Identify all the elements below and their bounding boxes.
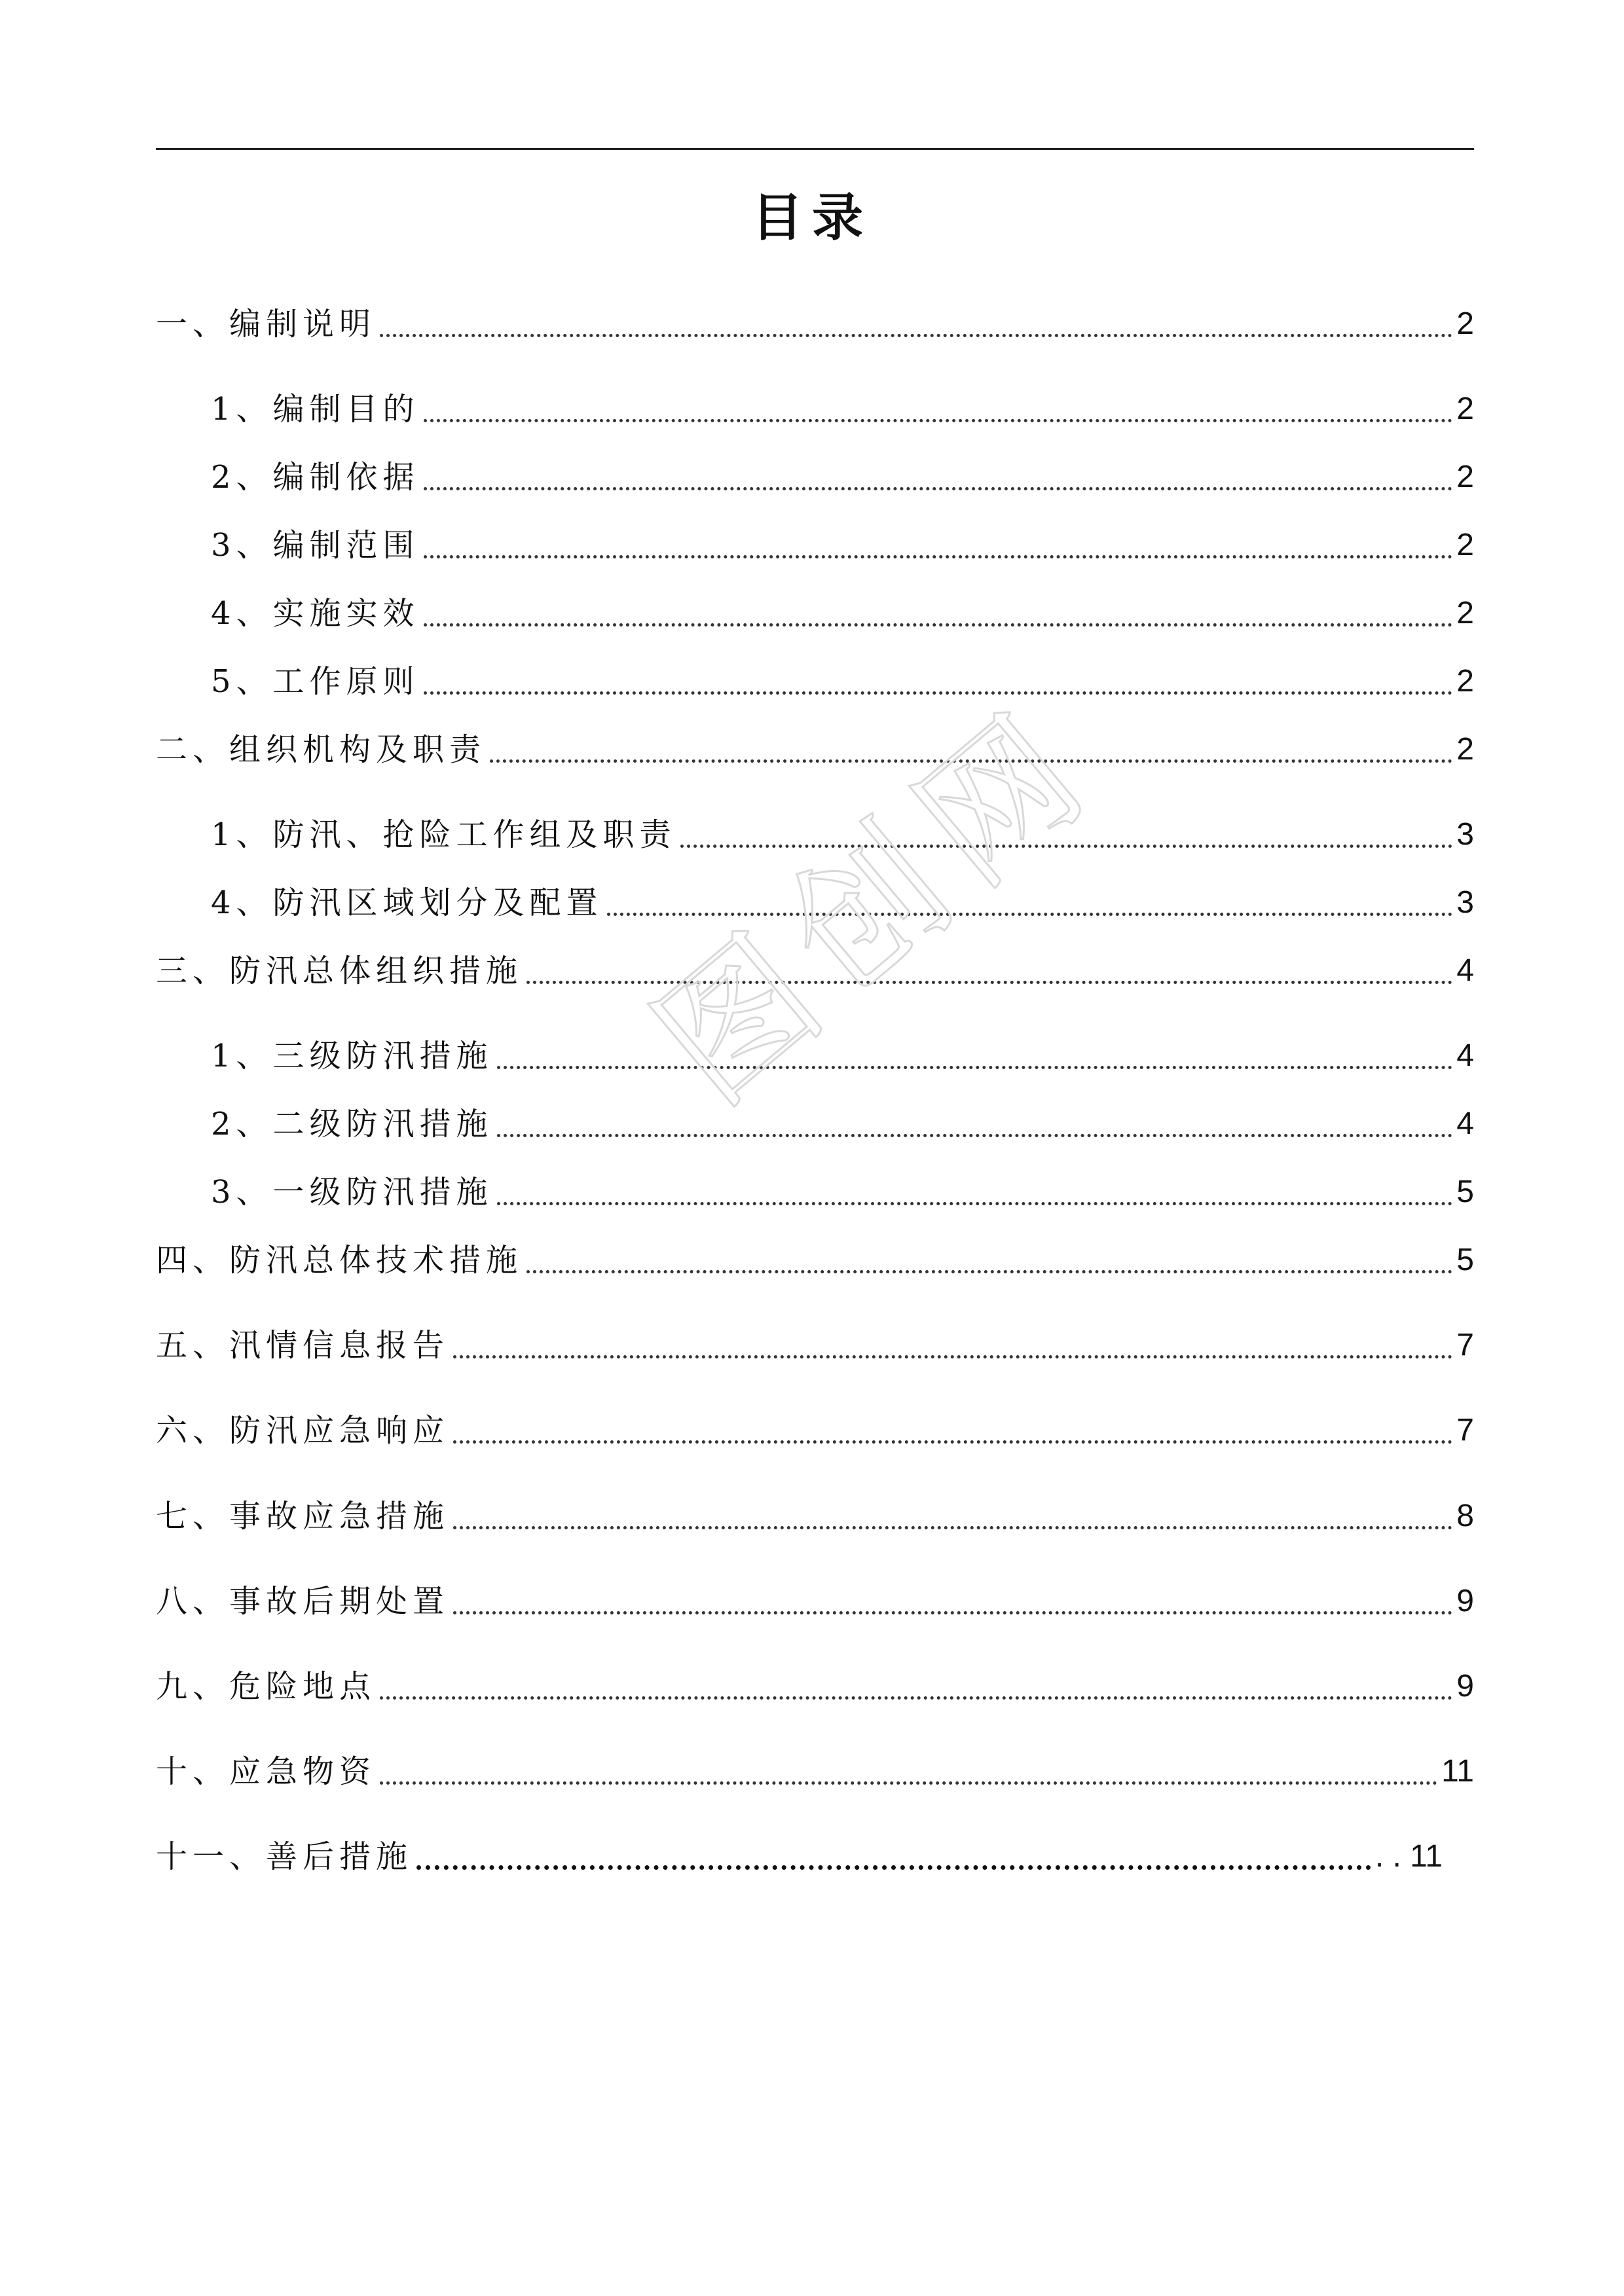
toc-entry-label: 二、组织机构及职责 xyxy=(156,731,487,768)
toc-entry[interactable] xyxy=(211,386,1474,432)
toc-entry[interactable] xyxy=(211,659,1474,704)
leader-dots xyxy=(497,1066,1453,1069)
toc-entry[interactable] xyxy=(211,1101,1474,1147)
toc-entry[interactable] xyxy=(156,1578,1474,1624)
leader-dots xyxy=(424,555,1453,558)
toc-entry-page: 2 xyxy=(1456,306,1474,341)
leader-dots xyxy=(424,419,1453,422)
toc-entry[interactable] xyxy=(156,1664,1474,1709)
leader-dots xyxy=(380,1781,1437,1785)
leader-dots xyxy=(497,1202,1453,1205)
toc-entry-page: 3 xyxy=(1456,817,1474,852)
toc-entry-label: 七、事故应急措施 xyxy=(156,1498,450,1535)
toc-entry-label: 八、事故后期处置 xyxy=(156,1583,450,1620)
toc-entry[interactable] xyxy=(156,1322,1474,1368)
toc-entry-page: . . 11 xyxy=(1375,1839,1443,1874)
toc-entry[interactable] xyxy=(156,301,1474,347)
toc-entry[interactable] xyxy=(156,1408,1474,1453)
toc-entry-label: 九、危险地点 xyxy=(156,1668,377,1705)
toc-entry-label: 4、防汛区域划分及配置 xyxy=(211,884,603,921)
toc-entry-label: 2、二级防汛措施 xyxy=(211,1106,493,1142)
toc-entry-page: 3 xyxy=(1456,885,1474,920)
toc-entry-label: 5、工作原则 xyxy=(211,663,420,700)
toc-entry[interactable] xyxy=(211,591,1474,636)
toc-entry-label: 2、编制依据 xyxy=(211,459,420,496)
toc-entry[interactable] xyxy=(211,454,1474,500)
toc-entry-page: 9 xyxy=(1456,1669,1474,1704)
toc-entry-page: 11 xyxy=(1441,1754,1474,1789)
leader-dots xyxy=(497,1134,1453,1137)
leader-dots xyxy=(380,334,1452,337)
toc-entry[interactable] xyxy=(156,1237,1474,1283)
leader-dots xyxy=(424,487,1453,490)
toc-entry[interactable] xyxy=(211,522,1474,568)
toc-entry-page: 7 xyxy=(1456,1328,1474,1362)
leader-dots xyxy=(380,1696,1452,1700)
toc-entry-page: 4 xyxy=(1456,953,1474,988)
toc-entry-page: 2 xyxy=(1456,460,1474,494)
leader-dots xyxy=(416,1865,1371,1870)
toc-entry-label: 3、编制范围 xyxy=(211,527,420,564)
toc-entry-label: 1、三级防汛措施 xyxy=(211,1038,493,1074)
toc-entry-page: 2 xyxy=(1456,732,1474,767)
toc-entry-label: 五、汛情信息报告 xyxy=(156,1327,450,1364)
toc-entry-page: 2 xyxy=(1456,528,1474,562)
toc-entry[interactable] xyxy=(156,727,1474,773)
toc-title: 目录 xyxy=(751,189,872,247)
toc-entry-label: 六、防汛应急响应 xyxy=(156,1412,450,1449)
toc-entry-page: 5 xyxy=(1456,1175,1474,1209)
toc-entry-page: 2 xyxy=(1456,664,1474,699)
toc-entry-label: 3、一级防汛措施 xyxy=(211,1174,493,1211)
toc-entry-label: 1、防汛、抢险工作组及职责 xyxy=(211,816,676,853)
toc-entry-page: 9 xyxy=(1456,1584,1474,1618)
toc-entry-label: 1、编制目的 xyxy=(211,391,420,428)
leader-dots xyxy=(424,623,1453,627)
leader-dots xyxy=(453,1440,1452,1444)
toc-entry-label: 十、应急物资 xyxy=(156,1753,377,1790)
leader-dots xyxy=(453,1355,1452,1358)
toc-entry-page: 2 xyxy=(1456,596,1474,630)
toc-entry-label: 4、实施实效 xyxy=(211,595,420,632)
toc-entry-label: 三、防汛总体组织措施 xyxy=(156,953,523,989)
leader-dots xyxy=(526,1270,1452,1273)
toc-entry-page: 5 xyxy=(1456,1243,1474,1277)
toc-entry[interactable] xyxy=(211,1169,1474,1215)
toc-entry[interactable] xyxy=(156,1493,1474,1539)
toc-entry-label: 四、防汛总体技术措施 xyxy=(156,1242,523,1279)
toc-entry-page: 8 xyxy=(1456,1499,1474,1533)
watermark-text: 图创网 xyxy=(625,674,1129,1137)
toc-entry-label: 一、编制说明 xyxy=(156,306,377,342)
toc-entry-page: 2 xyxy=(1456,392,1474,426)
toc-entry-label: 十一、善后措施 xyxy=(156,1838,413,1875)
toc-entry[interactable] xyxy=(156,1834,1443,1880)
toc-entry-page: 4 xyxy=(1456,1038,1474,1073)
toc-entry[interactable] xyxy=(156,1749,1474,1795)
toc-entry-page: 7 xyxy=(1456,1413,1474,1448)
toc-entry-page: 4 xyxy=(1456,1106,1474,1141)
leader-dots xyxy=(453,1526,1452,1529)
leader-dots xyxy=(453,1611,1452,1614)
